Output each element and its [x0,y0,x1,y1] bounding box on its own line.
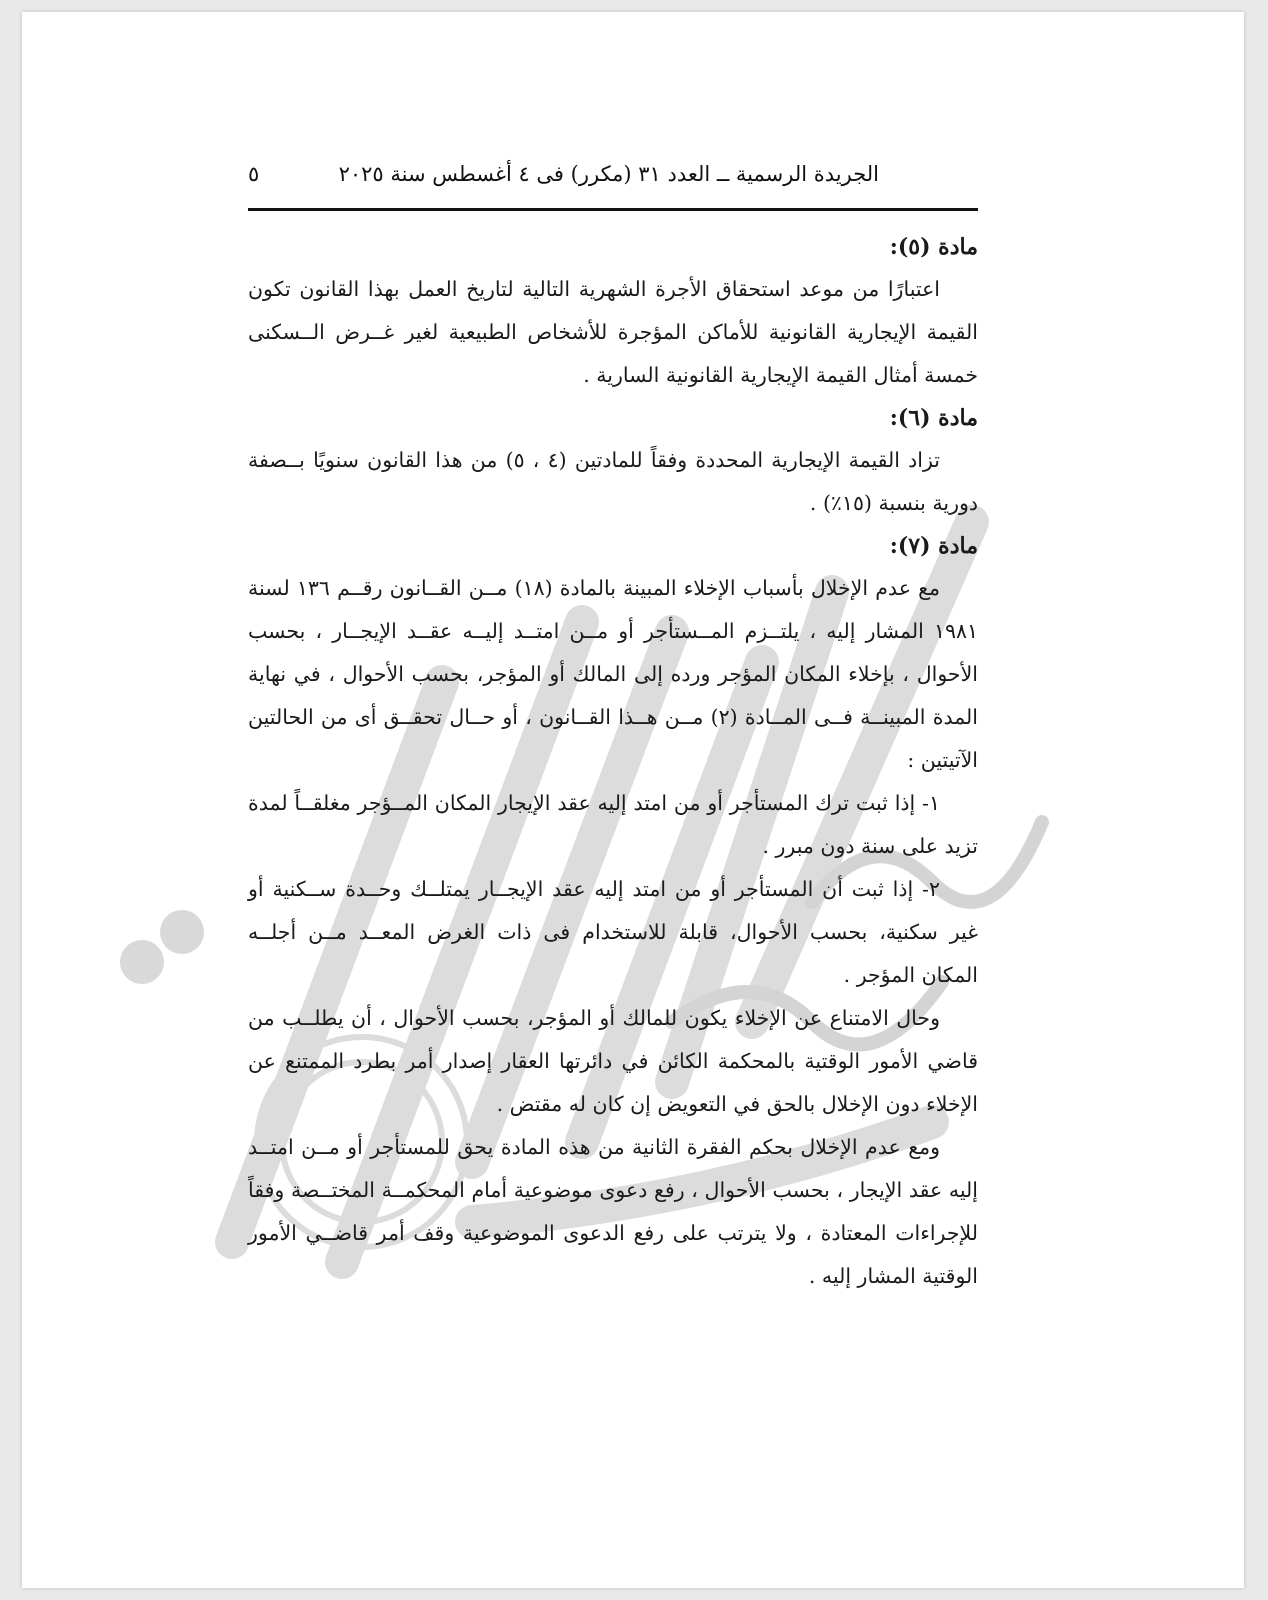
article-heading: مادة (٦): [889,405,978,431]
paragraph: تزاد القيمة الإيجارية المحددة وفقاً للمادتين (٤ ، ٥) من هذا القانون سنويًا بــصفة دورية بنسبة (١٥٪) . [248,448,978,515]
list-item: ٢- إذا ثبت أن المستأجر أو من امتد إليه عقد الإيجــار يمتلــك وحــدة ســكنية أو غير سكنية، بحسب الأحوال، قابلة للاستخدام فى ذات الغرض المعــد مــن أجلــه المكان المؤجر . [248,877,978,987]
paragraph: ومع عدم الإخلال بحكم الفقرة الثانية من هذه المادة يحق للمستأجر أو مــن امتــد إليه عقد الإيجار ، بحسب الأحوال ، رفع دعوى موضوعية أمام المحكمــة المختــصة وفقاً للإجراءات المعتادة ، ولا يترتب على رفع الدعوى الموضوعية وقف أمر قاضــي الأمور الوقتية المشار إليه . [248,1135,978,1288]
document-body [248,226,978,1298]
article-heading: مادة (٧): [889,533,978,559]
article-heading: مادة (٥): [889,234,978,260]
header-divider [248,208,978,211]
article-5 [248,226,978,397]
page-header [248,162,975,190]
article-6 [248,397,978,525]
paragraph: وحال الامتناع عن الإخلاء يكون للمالك أو المؤجر، بحسب الأحوال ، أن يطلــب من قاضي الأمور الوقتية بالمحكمة الكائن في دائرتها العقار إصدار أمر بطرد الممتنع عن الإخلاء دون الإخلال بالحق في التعويض إن كان له مقتض . [248,1006,978,1116]
paragraph: اعتبارًا من موعد استحقاق الأجرة الشهرية التالية لتاريخ العمل بهذا القانون تكون القيمة الإيجارية القانونية للأماكن المؤجرة للأشخاص الطبيعية لغير غــرض الــسكنى خمسة أمثال القيمة الإيجارية القانونية السارية . [248,277,978,387]
gazette-title: الجريدة الرسمية ــ العدد ٣١ (مكرر) فى ٤ أغسطس سنة ٢٠٢٥ [338,162,879,186]
list-item: ١- إذا ثبت ترك المستأجر أو من امتد إليه عقد الإيجار المكان المــؤجر مغلقــاً لمدة تزيد على سنة دون مبرر . [248,791,978,858]
article-7 [248,525,978,1298]
page-number: ٥ [248,162,260,186]
paragraph: مع عدم الإخلال بأسباب الإخلاء المبينة بالمادة (١٨) مــن القــانون رقــم ١٣٦ لسنة ١٩٨١ المشار إليه ، يلتــزم المــستأجر أو مــن امتــد إليــه عقــد الإيجــار ، بحسب الأحوال ، بإخلاء المكان المؤجر ورده إلى المالك أو المؤجر، بحسب الأحوال ، في نهاية المدة المبينــة فــى المــادة (٢) مــن هــذا القــانون ، أو حــال تحقــق أى من الحالتين الآتيتين : [248,576,978,772]
